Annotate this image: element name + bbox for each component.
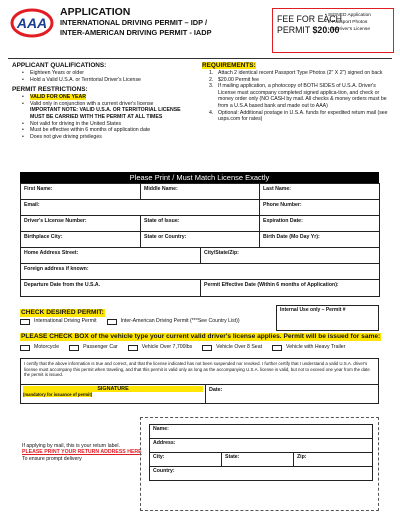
- return-address-table: [149, 424, 373, 481]
- return-country-field[interactable]: Country:: [150, 467, 373, 481]
- qualifications-title: APPLICANT QUALIFICATIONS:: [12, 62, 107, 69]
- restrictions-list: [12, 94, 197, 107]
- birthplace-city-field[interactable]: Birthplace City:: [21, 232, 141, 248]
- birth-date-field[interactable]: Birth Date (Mo Day Yr):: [260, 232, 380, 248]
- list-item: • Not valid for driving in the United States: [30, 121, 197, 128]
- list-item: [30, 94, 197, 101]
- signature-label: SIGNATURE: [23, 386, 203, 392]
- foreign-address-field[interactable]: Foreign address if known:: [21, 264, 380, 280]
- certification-text: I certify that the above information is true and correct, and that the license indicated has not been suspended nor revoked. I further certify that I understand a valid U.S.A. driver's license must accompany this permit when traveling, and that this permit is valid only as long as the accompanying U.S.A. license is valid, but not to exceed one year from the date the permit is issued.: [24, 361, 370, 378]
- form-grid: [20, 183, 380, 297]
- important-note-2: MUST BE CARRIED WITH THE PERMIT AT ALL TIMES: [30, 113, 163, 120]
- over-7700-checkbox[interactable]: [128, 345, 138, 351]
- certification-box: [20, 358, 379, 404]
- form-banner: Please Print / Must Match License Exactly: [20, 172, 379, 183]
- valid-one-year: VALID FOR ONE YEAR: [30, 94, 87, 101]
- city-state-zip-field[interactable]: City/State/Zip:: [201, 248, 380, 264]
- restrictions-list-2: [12, 121, 197, 141]
- vehicle-option-over-7700[interactable]: Vehicle Over 7,700lbs: [128, 344, 192, 351]
- restrictions-title: PERMIT RESTRICTIONS:: [12, 86, 88, 94]
- fee-line-1: FEE FOR EACH: [277, 14, 343, 24]
- important-note-1: IMPORTANT NOTE: VALID U.S.A. OR TERRITORIAL LICENSE: [30, 107, 181, 114]
- phone-field[interactable]: Phone Number:: [260, 200, 380, 216]
- state-or-country-field[interactable]: State or Country:: [141, 232, 260, 248]
- fee-item: • US Driver's License: [325, 26, 371, 33]
- signature-field[interactable]: [21, 384, 206, 404]
- page-title: APPLICATION: [60, 6, 131, 18]
- requirements-list: [202, 70, 392, 123]
- signature-sublabel: (mandatory for issuance of permit): [23, 392, 93, 397]
- motorcycle-checkbox[interactable]: [20, 345, 30, 351]
- over-8-seat-checkbox[interactable]: [202, 345, 212, 351]
- signature-date-field[interactable]: [206, 384, 378, 404]
- passenger-car-checkbox[interactable]: [69, 345, 79, 351]
- vehicle-option-heavy-trailer[interactable]: Vehicle with Heavy Trailer: [272, 344, 345, 351]
- list-item: 3. If mailing application, a photocopy of BOTH SIDES of U.S.A. Driver's License must accompany completed signed applica-tion, and check or money order only (NO CASH by mail. All checks & money orders must be from a U.S.A based bank and made out to AAA): [209, 83, 387, 109]
- fee-items: [325, 12, 371, 33]
- fee-prefix: PERMIT: [277, 25, 311, 35]
- home-address-field[interactable]: Home Address Street:: [21, 248, 201, 264]
- list-item: 1. Attach 2 identical recent Passport Type Photos (2" X 2") signed on back: [209, 70, 383, 76]
- state-of-issue-field[interactable]: State of Issue:: [141, 216, 260, 232]
- list-item: • Valid only in conjunction with a current driver's license: [30, 101, 197, 108]
- return-label-note: [22, 443, 142, 462]
- permit-options: [20, 318, 270, 325]
- idp-checkbox[interactable]: [20, 319, 30, 325]
- return-zip-field[interactable]: Zip:: [294, 453, 373, 467]
- vehicle-option-passenger-car[interactable]: Passenger Car: [69, 344, 118, 351]
- return-note-2: To ensure prompt delivery: [22, 455, 82, 462]
- page-subtitle-1: INTERNATIONAL DRIVING PERMIT – IDP /: [60, 18, 208, 27]
- license-number-field[interactable]: Driver's License Number:: [21, 216, 141, 232]
- check-permit-title: CHECK DESIRED PERMIT:: [21, 309, 104, 316]
- list-item: • Hold a Valid U.S.A. or Territorial Driver's License: [30, 77, 197, 84]
- internal-use-box: Internal Use only – Permit #: [276, 305, 379, 331]
- heavy-trailer-checkbox[interactable]: [272, 345, 282, 351]
- list-item: 4. Optional: Additional postage in U.S.A. funds for expedited return mail (see usps.com for rates): [209, 109, 388, 123]
- fee-item: • SIGNED Application: [325, 12, 371, 19]
- iadp-checkbox[interactable]: [107, 319, 117, 325]
- list-item: • Must be effective within 6 months of application date: [30, 127, 197, 134]
- departure-date-field[interactable]: Departure Date from the U.S.A.: [21, 280, 201, 297]
- fee-amount: $20.00: [312, 25, 340, 35]
- return-city-field[interactable]: City:: [150, 453, 222, 467]
- header-divider: [8, 58, 392, 59]
- effective-date-field[interactable]: Permit Effective Date (Within 6 months of Application):: [201, 280, 380, 297]
- return-address-field[interactable]: Address:: [150, 439, 373, 453]
- page-subtitle-2: INTER-AMERICAN DRIVING PERMIT - IADP: [60, 28, 212, 37]
- middle-name-field[interactable]: Middle Name:: [141, 184, 260, 200]
- fee-item: • 2 Passport Photos: [325, 19, 371, 26]
- applicant-form: [20, 172, 379, 297]
- left-info-column: [12, 62, 197, 140]
- list-item: • Eighteen Years or older: [30, 70, 197, 77]
- list-item: 2. $20.00 Permit fee: [209, 76, 259, 83]
- vehicle-option-motorcycle[interactable]: Motorcycle: [20, 344, 59, 351]
- first-name-field[interactable]: First Name:: [21, 184, 141, 200]
- requirements-column: [202, 62, 392, 123]
- qualifications-list: [12, 70, 197, 83]
- vehicle-options: [20, 344, 379, 351]
- email-field[interactable]: Email:: [21, 200, 260, 216]
- iadp-option[interactable]: Inter-American Driving Permit (***See Country List)): [107, 318, 240, 325]
- title-block: [60, 6, 270, 38]
- date-label: Date:: [209, 387, 223, 393]
- logo-text: AAA: [16, 15, 48, 31]
- return-note-1: If applying by mail, this is your return label.: [22, 443, 121, 449]
- list-item: • Does not give driving privileges: [30, 134, 197, 141]
- idp-option[interactable]: International Driving Permit: [20, 318, 97, 325]
- fee-box: [272, 8, 394, 53]
- return-name-field[interactable]: Name:: [150, 425, 373, 439]
- last-name-field[interactable]: Last Name:: [260, 184, 380, 200]
- expiration-date-field[interactable]: Expiration Date:: [260, 216, 380, 232]
- requirements-title: REQUIREMENTS:: [202, 62, 256, 69]
- return-state-field[interactable]: State:: [222, 453, 294, 467]
- return-label-frame: [140, 417, 379, 511]
- aaa-logo: [10, 8, 54, 38]
- return-note-red: PLEASE PRINT YOUR RETURN ADDRESS HERE: [22, 449, 142, 456]
- vehicle-option-over-8-seat[interactable]: Vehicle Over 8 Seat: [202, 344, 262, 351]
- vehicle-type-title: PLEASE CHECK BOX of the vehicle type your current valid driver's license applies. Permit will be issued for same:: [21, 333, 381, 340]
